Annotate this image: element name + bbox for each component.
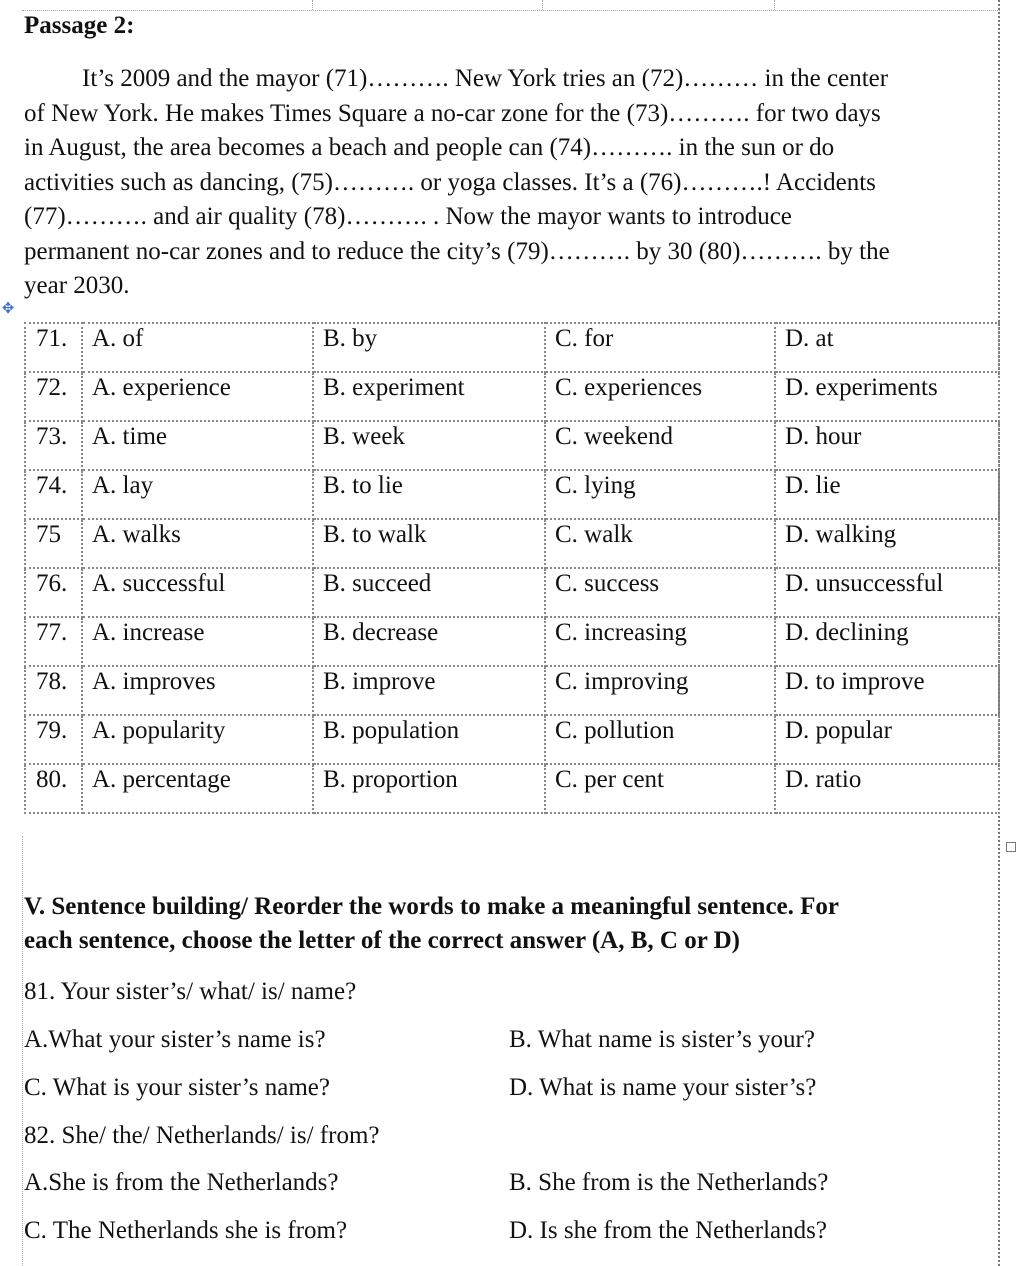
section-v-title [24, 890, 984, 958]
answer-82-b: B. She from is the Netherlands? [509, 1169, 829, 1196]
option-c: C. experiences [545, 372, 775, 421]
option-d: D. lie [775, 470, 999, 519]
resize-square-icon[interactable] [1006, 842, 1016, 852]
section-title-line: each sentence, choose the letter of the correct answer (A, B, C or D) [24, 927, 740, 954]
option-a: A. percentage [82, 764, 313, 813]
option-a: A. walks [82, 519, 313, 568]
table-row [25, 568, 999, 617]
answer-81-c: C. What is your sister’s name? [24, 1074, 330, 1101]
option-d: D. hour [775, 421, 999, 470]
table-row [25, 764, 999, 813]
question-number: 78. [25, 666, 82, 715]
option-c: C. walk [545, 519, 775, 568]
option-b: B. proportion [313, 764, 545, 813]
option-b: B. succeed [313, 568, 545, 617]
table-row [25, 617, 999, 666]
table-row [25, 715, 999, 764]
option-c: C. increasing [545, 617, 775, 666]
question-number: 74. [25, 470, 82, 519]
option-a: A. of [82, 323, 313, 372]
passage-line: permanent no-car zones and to reduce the city’s (79)………. by 30 (80)………. by the [24, 237, 890, 265]
option-a: A. experience [82, 372, 313, 421]
answer-81-b: B. What name is sister’s your? [509, 1026, 815, 1053]
answer-82-c: C. The Netherlands she is from? [24, 1217, 348, 1244]
option-a: A. popularity [82, 715, 313, 764]
option-a: A. increase [82, 617, 313, 666]
option-a: A. time [82, 421, 313, 470]
option-c: C. improving [545, 666, 775, 715]
option-b: B. experiment [313, 372, 545, 421]
table-row [25, 519, 999, 568]
table-row [25, 372, 999, 421]
option-d: D. popular [775, 715, 999, 764]
answer-82-d: D. Is she from the Netherlands? [509, 1217, 827, 1244]
passage-line: year 2030. [24, 272, 130, 299]
option-b: B. week [313, 421, 545, 470]
passage-line: (77)………. and air quality (78)………. . Now the mayor wants to introduce [24, 203, 792, 230]
move-cross-icon[interactable]: ✥ [1, 299, 15, 317]
option-d: D. to improve [775, 666, 999, 715]
option-d: D. walking [775, 519, 999, 568]
option-d: D. declining [775, 617, 999, 666]
option-b: B. by [313, 323, 545, 372]
text-boundary-left-guide [22, 836, 23, 1266]
question-number: 75 [25, 519, 82, 568]
table-row [25, 470, 999, 519]
option-c: C. weekend [545, 421, 775, 470]
passage-line: It’s 2009 and the mayor (71)………. New York tries an (72)……… in the center [82, 65, 889, 92]
answer-81-d: D. What is name your sister’s? [509, 1074, 817, 1101]
passage-heading: Passage 2: [24, 12, 135, 39]
question-prompt-81: 81. Your sister’s/ what/ is/ name? [24, 978, 357, 1005]
table-row [25, 421, 999, 470]
option-c: C. for [545, 323, 775, 372]
question-number: 77. [25, 617, 82, 666]
option-b: B. to lie [313, 470, 545, 519]
question-prompt-82: 82. She/ the/ Netherlands/ is/ from? [24, 1122, 380, 1149]
passage-text [24, 62, 988, 304]
option-a: A. improves [82, 666, 313, 715]
question-number: 80. [25, 764, 82, 813]
option-c: C. per cent [545, 764, 775, 813]
table-row [25, 323, 999, 372]
passage-line: in August, the area becomes a beach and people can (74)………. in the sun or do [24, 134, 835, 161]
option-c: C. success [545, 568, 775, 617]
passage-line: of New York. He makes Times Square a no-car zone for the (73)………. for two days [24, 99, 881, 127]
option-c: C. pollution [545, 715, 775, 764]
option-d: D. experiments [775, 372, 999, 421]
option-d: D. unsuccessful [775, 568, 999, 617]
option-a: A. lay [82, 470, 313, 519]
option-b: B. improve [313, 666, 545, 715]
options-table [24, 322, 1000, 814]
question-number: 79. [25, 715, 82, 764]
option-a: A. successful [82, 568, 313, 617]
option-b: B. decrease [313, 617, 545, 666]
answer-81-a: A.What your sister’s name is? [24, 1026, 326, 1053]
page-top-guide [22, 0, 1000, 11]
option-b: B. to walk [313, 519, 545, 568]
question-number: 73. [25, 421, 82, 470]
table-row [25, 666, 999, 715]
option-b: B. population [313, 715, 545, 764]
question-number: 76. [25, 568, 82, 617]
option-d: D. ratio [775, 764, 999, 813]
question-number: 71. [25, 323, 82, 372]
passage-line: activities such as dancing, (75)………. or yoga classes. It’s a (76)……….! Accidents [24, 168, 876, 196]
section-title-line: V. Sentence building/ Reorder the words to make a meaningful sentence. For [24, 893, 840, 920]
option-c: C. lying [545, 470, 775, 519]
option-d: D. at [775, 323, 999, 372]
question-number: 72. [25, 372, 82, 421]
answer-82-a: A.She is from the Netherlands? [24, 1169, 339, 1196]
